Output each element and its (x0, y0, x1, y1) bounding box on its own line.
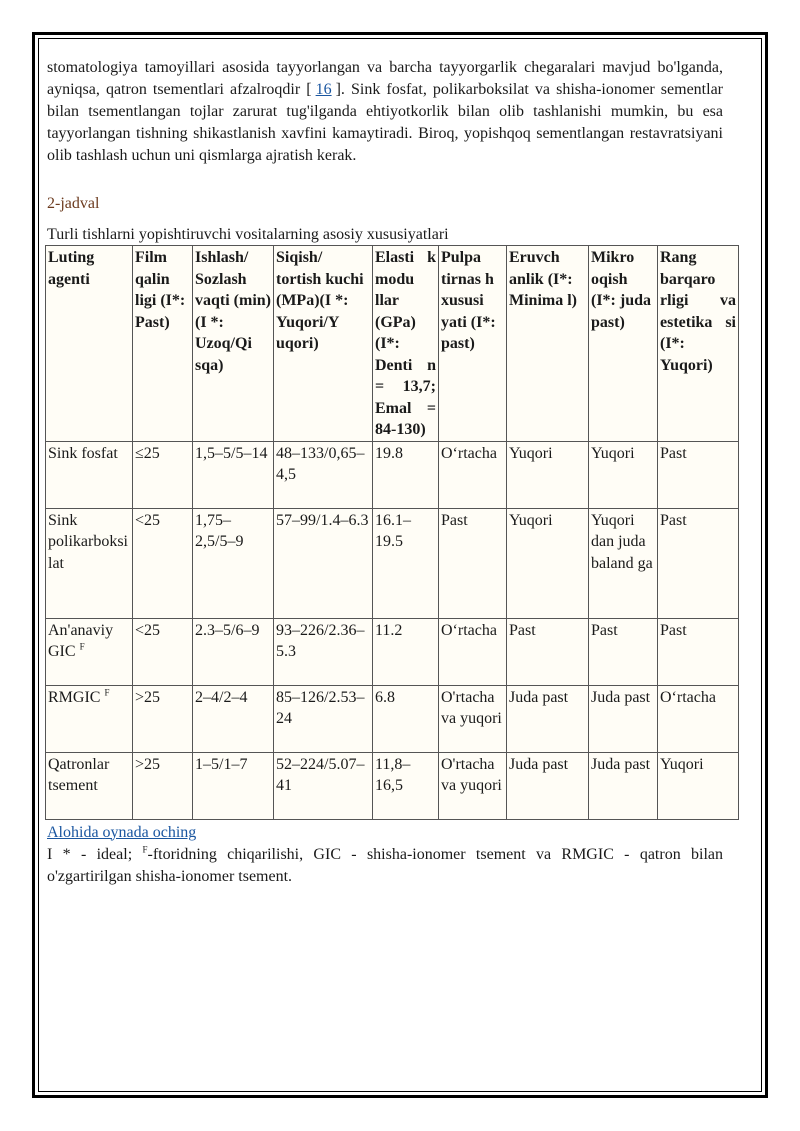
cell-strength: 85–126/2.53–24 (274, 685, 373, 752)
cell-microleak: Juda past (589, 752, 658, 819)
cell-solubility: Juda past (507, 685, 589, 752)
table-row (46, 752, 739, 819)
cell-agent: Sink fosfat (46, 441, 133, 508)
cell-time: 1,75–2,5/5–9 (193, 508, 274, 618)
cell-agent: RMGIC $^F$ (46, 685, 133, 752)
cell-agent: Sink polikarboksilat (46, 508, 133, 618)
cell-color: Past (658, 441, 739, 508)
cell-solubility: Yuqori (507, 508, 589, 618)
cell-pulp: O'rtacha va yuqori (439, 685, 507, 752)
cell-strength: 57–99/1.4–6.3 (274, 508, 373, 618)
cell-strength: 52–224/5.07–41 (274, 752, 373, 819)
table-caption-title: Turli tishlarni yopishtiruvchi vositalarning asosiy xususiyatlari (47, 226, 449, 243)
cell-film: <25 (133, 508, 193, 618)
cell-film: >25 (133, 752, 193, 819)
header-luting-agent: Luting agenti (46, 246, 133, 442)
page-content (47, 57, 736, 888)
cell-modulus: 11,8–16,5 (373, 752, 439, 819)
cell-solubility: Juda past (507, 752, 589, 819)
header-microleakage: Mikro oqish (I*: juda past) (589, 246, 658, 442)
cell-modulus: 6.8 (373, 685, 439, 752)
cell-film: >25 (133, 685, 193, 752)
cell-solubility: Past (507, 618, 589, 685)
cell-modulus: 11.2 (373, 618, 439, 685)
cell-microleak: Past (589, 618, 658, 685)
header-film-thickness: Film qalin ligi (I*: Past) (133, 246, 193, 442)
intro-text-before: stomatologiya tamoyillari asosida tayyorlangan va barcha tayyorgarlik chegaralari mavjud bo'lganda, ayniqsa, qatron tsementlari afzalroqdir [ (47, 59, 723, 98)
cell-color: O‘rtacha (658, 685, 739, 752)
intro-text-after: ]. Sink fosfat, polikarboksilat va shisha-ionomer sementlar bilan tsementlangan tojlar zarurat tug'ilganda ehtiyotkorlik bilan olib tashlanishi mumkin, bu esa tayyorlangan tishning shikastlanish xavfini kamaytiradi. Biroq, yopishqoq sementlangan restavratsiyani olib tashlash uchun uni qismlarga ajratish kerak. (47, 81, 723, 164)
cell-pulp: O'rtacha va yuqori (439, 752, 507, 819)
cell-film: <25 (133, 618, 193, 685)
cell-microleak: Yuqori (589, 441, 658, 508)
cell-pulp: O‘rtacha (439, 441, 507, 508)
cell-strength: 48–133/0,65–4,5 (274, 441, 373, 508)
table-row (46, 508, 739, 618)
cell-time: 2–4/2–4 (193, 685, 274, 752)
cell-pulp: Past (439, 508, 507, 618)
intro-paragraph (47, 57, 723, 167)
cell-film: ≤25 (133, 441, 193, 508)
cell-time: 1,5–5/5–14 (193, 441, 274, 508)
table-footnote: I * - ideal; $^F$-ftoridning chiqarilishi, GIC - shisha-ionomer tsement va RMGIC - qatron bilan o'zgartirilgan shisha-ionomer tsement. (47, 844, 724, 885)
cell-color: Past (658, 618, 739, 685)
table-header-row (46, 246, 739, 442)
header-pulp-irritation: Pulpa tirnas h xususi yati (I*: past) (439, 246, 507, 442)
table-row (46, 685, 739, 752)
cell-agent: Qatronlar tsement (46, 752, 133, 819)
cell-microleak: Yuqori dan juda baland ga (589, 508, 658, 618)
properties-table (45, 245, 739, 820)
cell-strength: 93–226/2.36–5.3 (274, 618, 373, 685)
header-working-time: Ishlash/ Sozlash vaqti (min)(I *: Uzoq/Qi sqa) (193, 246, 274, 442)
table-caption-label: 2-jadval (47, 195, 100, 212)
header-solubility: Eruvch anlik (I*: Minima l) (507, 246, 589, 442)
cell-modulus: 16.1–19.5 (373, 508, 439, 618)
header-elastic-modulus: Elasti k modu llar (GPa) (I*: Denti n = 13,7; Emal = 84-130) (373, 246, 439, 442)
table-row (46, 618, 739, 685)
cell-color: Past (658, 508, 739, 618)
cell-modulus: 19.8 (373, 441, 439, 508)
reference-link-16[interactable]: 16 (315, 81, 332, 98)
open-in-new-window-link[interactable]: Alohida oynada oching (47, 823, 197, 841)
cell-solubility: Yuqori (507, 441, 589, 508)
cell-time: 1–5/1–7 (193, 752, 274, 819)
header-strength: Siqish/ tortish kuchi (MPa)(I *: Yuqori/Y uqori) (274, 246, 373, 442)
cell-color: Yuqori (658, 752, 739, 819)
cell-pulp: O‘rtacha (439, 618, 507, 685)
header-color-stability: Rang barqaro rligi va estetika si (I*: Yuqori) (658, 246, 739, 442)
cell-microleak: Juda past (589, 685, 658, 752)
cell-time: 2.3–5/6–9 (193, 618, 274, 685)
table-row (46, 441, 739, 508)
cell-agent: An'anaviy GIC $^F$ (46, 618, 133, 685)
